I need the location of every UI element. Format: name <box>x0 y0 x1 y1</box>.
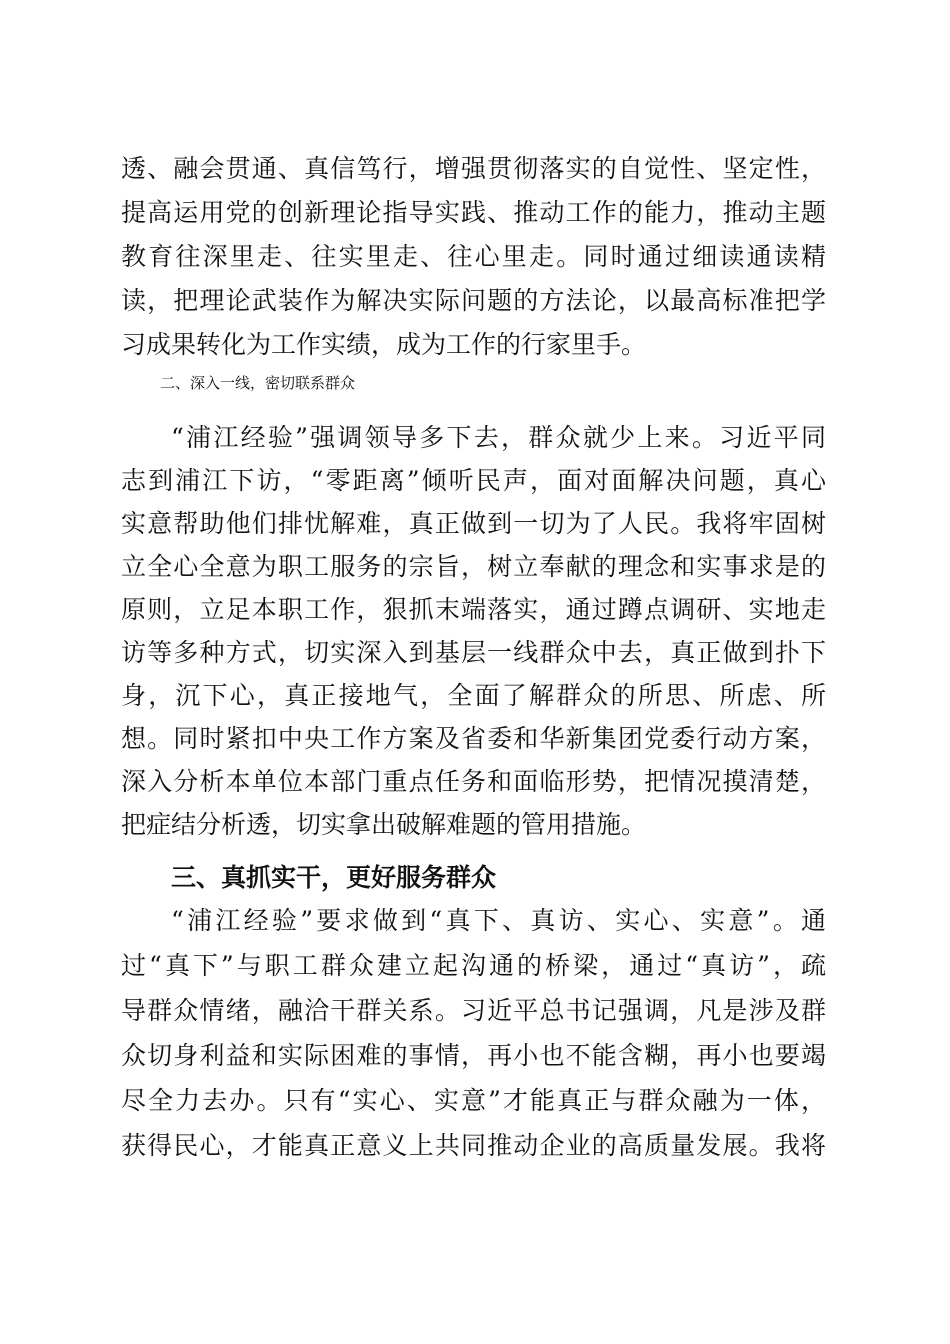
paragraph-2-line-1: “浦江经验”强调领导多下去，群众就少上来。习近平同 <box>171 423 826 452</box>
paragraph-1-line-1: 透、融会贯通、真信笃行，增强贯彻落实的自觉性、坚定性， <box>121 154 826 183</box>
paragraph-3-line-6: 获得民心，才能真正意义上共同推动企业的高质量发展。我将 <box>121 1131 826 1160</box>
paragraph-3-line-2: 过“真下”与职工群众建立起沟通的桥梁，通过“真访”，疏 <box>121 951 826 980</box>
paragraph-2-line-4: 立全心全意为职工服务的宗旨，树立奉献的理念和实事求是的 <box>121 552 826 581</box>
paragraph-2-line-10: 把症结分析透，切实拿出破解难题的管用措施。 <box>121 810 647 839</box>
paragraph-3-line-1: “浦江经验”要求做到“真下、真访、实心、实意”。通 <box>171 906 826 935</box>
paragraph-2-line-2: 志到浦江下访，“零距离”倾听民声，面对面解决问题，真心 <box>121 466 826 495</box>
paragraph-2-line-6: 访等多种方式，切实深入到基层一线群众中去，真正做到扑下 <box>121 638 826 667</box>
paragraph-1-line-5: 习成果转化为工作实绩，成为工作的行家里手。 <box>121 330 647 359</box>
paragraph-2-line-5: 原则，立足本职工作，狠抓末端落实，通过蹲点调研、实地走 <box>121 595 826 624</box>
paragraph-3-line-5: 尽全力去办。只有“实心、实意”才能真正与群众融为一体， <box>121 1086 826 1115</box>
section-heading-3: 三、真抓实干，更好服务群众 <box>171 863 497 892</box>
paragraph-3-line-4: 众切身利益和实际困难的事情，再小也不能含糊，再小也要竭 <box>121 1041 826 1070</box>
paragraph-2-line-8: 想。同时紧扣中央工作方案及省委和华新集团党委行动方案， <box>121 724 826 753</box>
paragraph-1-line-4: 读，把理论武装作为解决实际问题的方法论，以最高标准把学 <box>121 286 826 315</box>
paragraph-1-line-2: 提高运用党的创新理论指导实践、推动工作的能力，推动主题 <box>121 198 826 227</box>
paragraph-1-line-3: 教育往深里走、往实里走、往心里走。同时通过细读通读精 <box>121 242 826 271</box>
paragraph-2-line-9: 深入分析本单位本部门重点任务和面临形势，把情况摸清楚， <box>121 767 826 796</box>
section-heading-2: 二、深入一线，密切联系群众 <box>160 374 356 392</box>
paragraph-2-line-7: 身，沉下心，真正接地气，全面了解群众的所思、所虑、所 <box>121 681 826 710</box>
paragraph-2-line-3: 实意帮助他们排忧解难，真正做到一切为了人民。我将牢固树 <box>121 509 826 538</box>
paragraph-3-line-3: 导群众情绪，融洽干群关系。习近平总书记强调，凡是涉及群 <box>121 996 826 1025</box>
